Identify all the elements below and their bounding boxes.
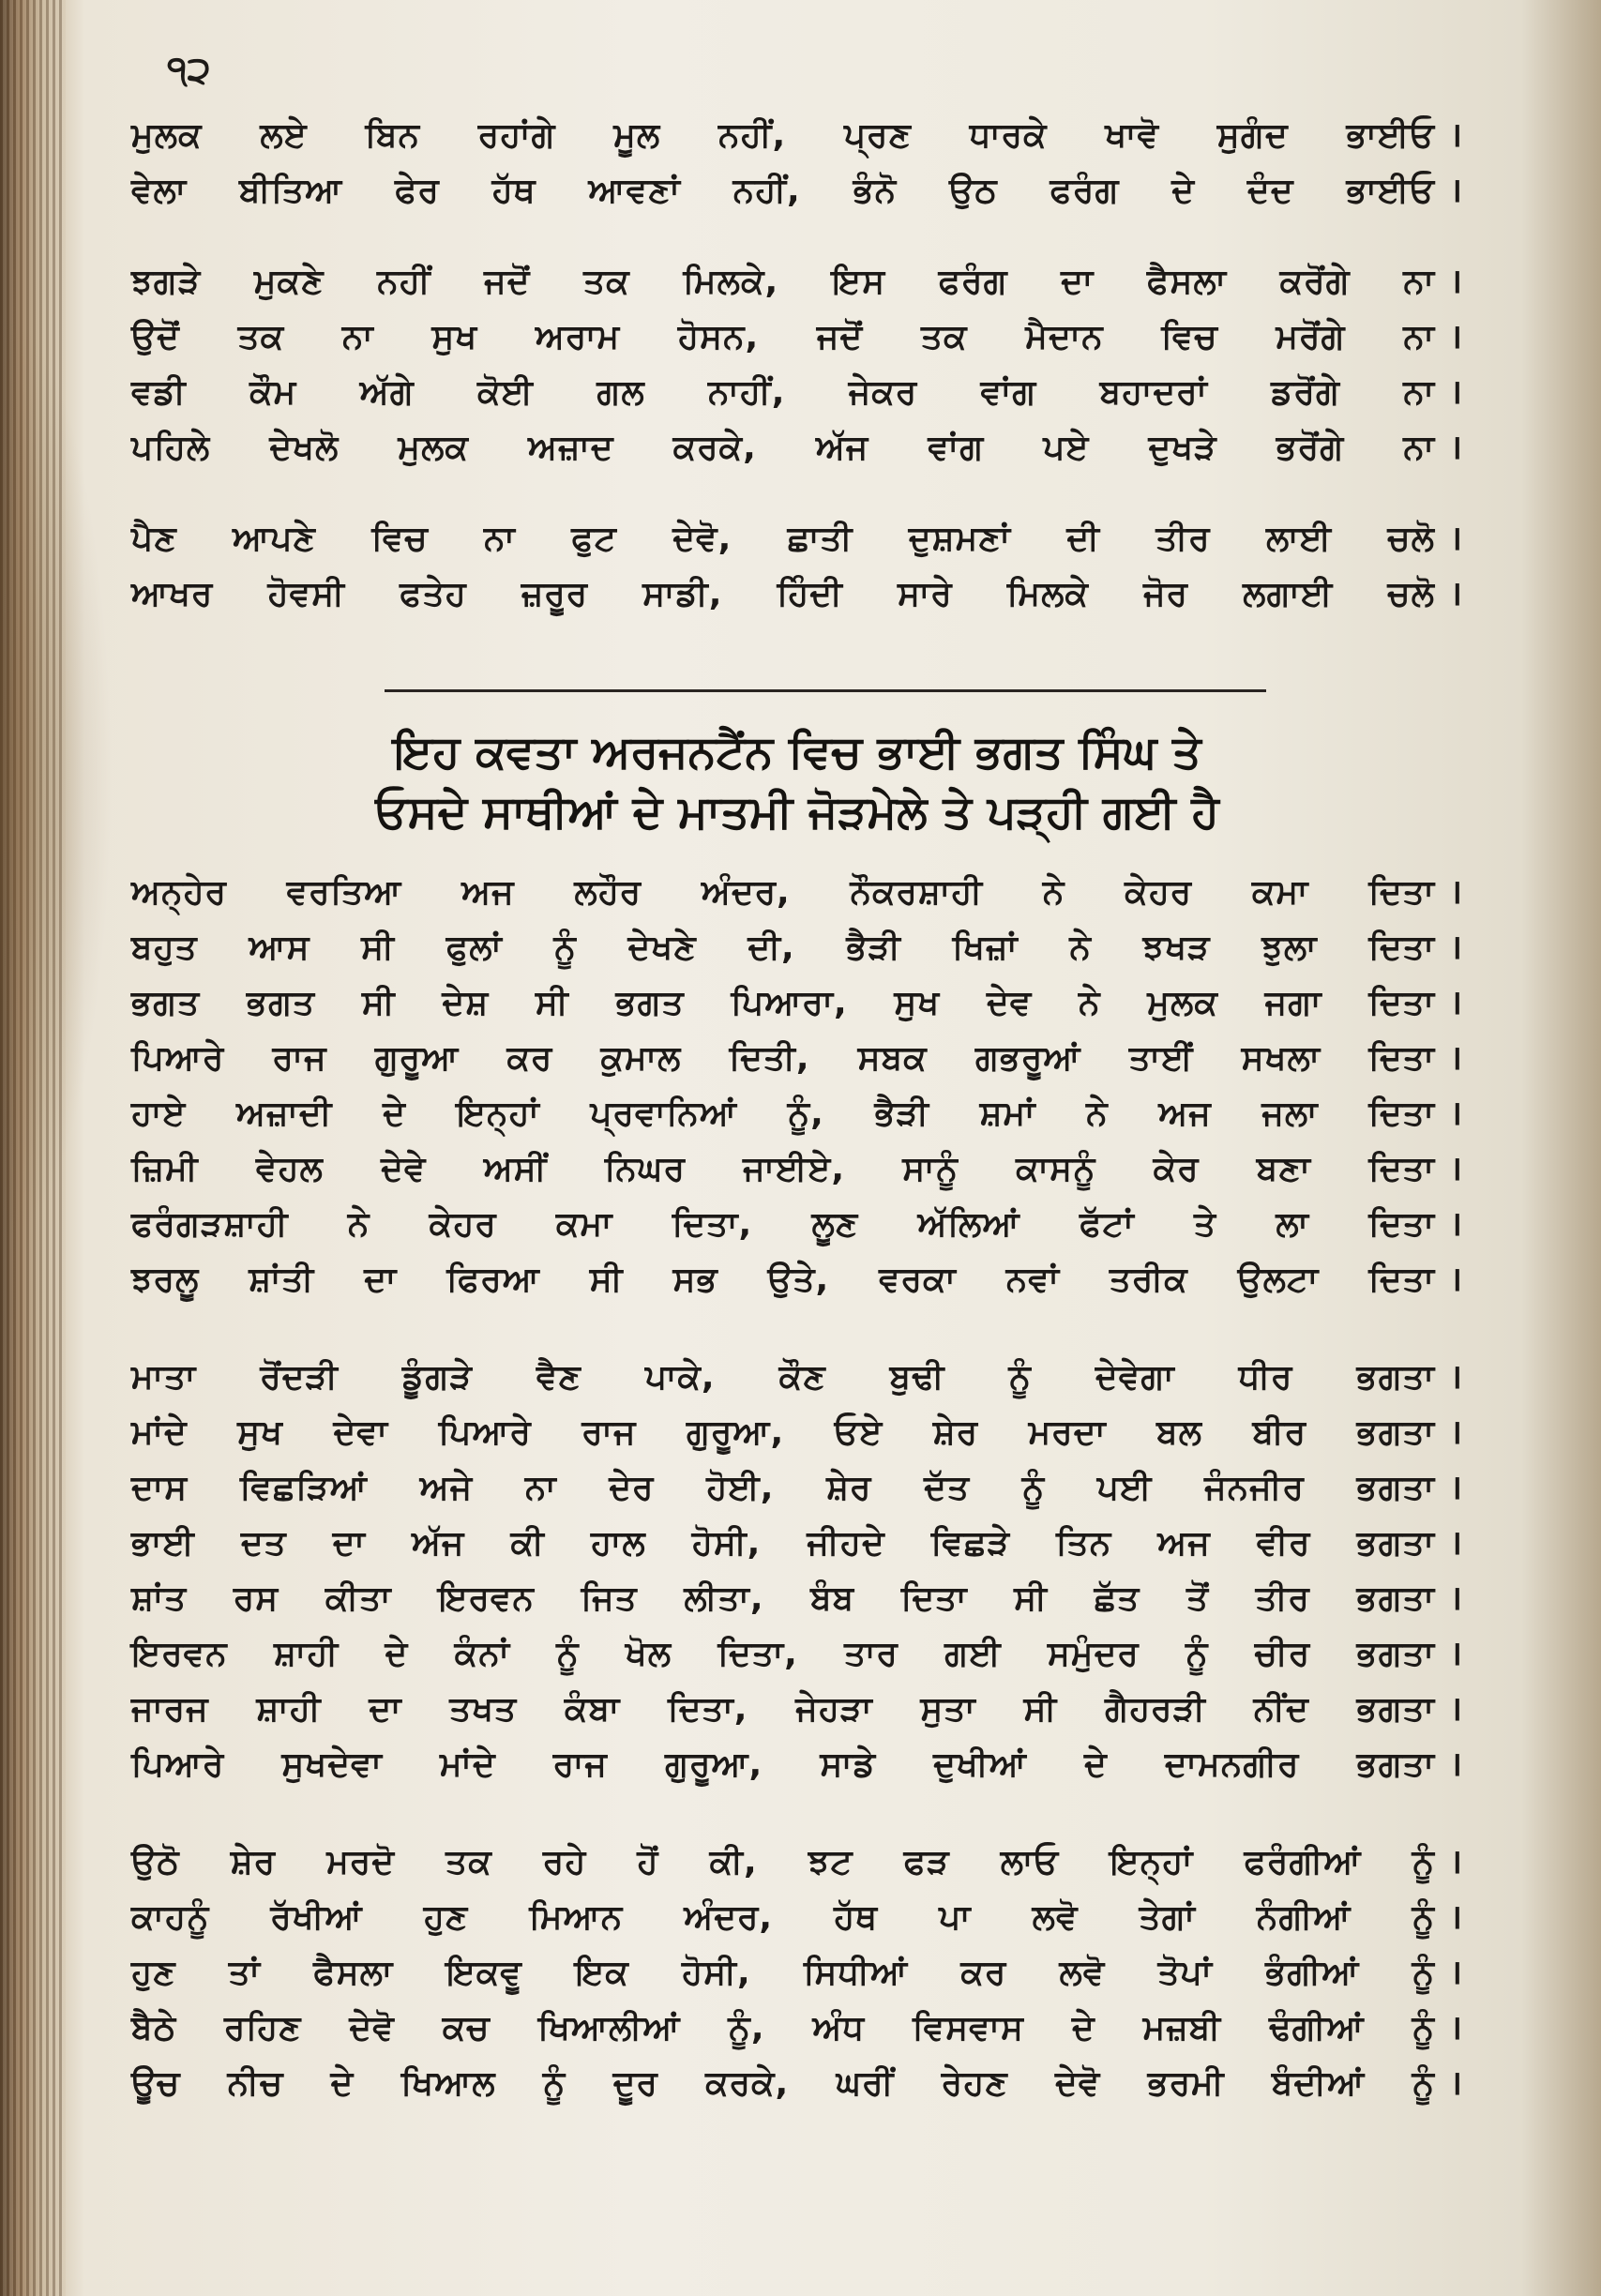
poem-line-text: ਵੇਲਾ ਬੀਤਿਆ ਫੇਰ ਹੱਥ ਆਵਣਾਂ ਨਹੀਂ, ਭੰਨੋ ਉਠ ਫਰੰਗ ਦੇ ਦੰਦ ਭਾਈਓ — [131, 172, 1435, 210]
line-end-mark: । — [1449, 1843, 1463, 1881]
line-end-mark: । — [1449, 373, 1463, 412]
poem-line — [131, 368, 1463, 423]
poem-line — [131, 1200, 1463, 1255]
line-end-mark: । — [1449, 1469, 1463, 1507]
line-end-mark: । — [1449, 873, 1463, 912]
poem-heading — [188, 722, 1407, 842]
poem-line-text: ਪਿਆਰੇ ਰਾਜ ਗੁਰੂਆ ਕਰ ਕੁਮਾਲ ਦਿਤੀ, ਸਬਕ ਗਭਰੂਆਂ ਤਾਈਂ ਸਖਲਾ ਦਿਤਾ — [131, 1039, 1435, 1078]
line-end-mark: । — [1449, 1261, 1463, 1299]
poem-line — [131, 2059, 1463, 2114]
poem-line-text: ਮੁਲਕ ਲਏ ਬਿਨ ਰਹਾਂਗੇ ਮੂਲ ਨਹੀਂ, ਪ੍ਰਣ ਧਾਰਕੇ ਖਾਵੋ ਸੁਗੰਦ ਭਾਈਓ — [131, 116, 1435, 155]
poem-line-text: ਝਰਲੂ ਸ਼ਾਂਤੀ ਦਾ ਫਿਰਆ ਸੀ ਸਭ ਉਤੇ, ਵਰਕਾ ਨਵਾਂ ਤਰੀਕ ਉਲਟਾ ਦਿਤਾ — [131, 1261, 1435, 1299]
poem-bottom — [131, 868, 1463, 2114]
line-end-mark: । — [1449, 1413, 1463, 1452]
poem-line-text: ਮਾਂਦੇ ਸੁਖ ਦੇਵਾ ਪਿਆਰੇ ਰਾਜ ਗੁਰੂਆ, ਓਏ ਸ਼ੇਰ ਮਰਦਾ ਬਲ ਬੀਰ ਭਗਤਾ — [131, 1413, 1435, 1452]
poem-line — [131, 166, 1463, 221]
line-end-mark: । — [1449, 1579, 1463, 1618]
poem-line — [131, 1518, 1463, 1574]
line-end-mark: । — [1449, 1358, 1463, 1397]
poem-line-text: ਸ਼ਾਂਤ ਰਸ ਕੀਤਾ ਇਰਵਨ ਜਿਤ ਲੀਤਾ, ਬੰਬ ਦਿਤਾ ਸੀ ਛੱਤ ਤੋਂ ਤੀਰ ਭਗਤਾ — [131, 1579, 1435, 1618]
stanza — [131, 514, 1463, 625]
line-end-mark: । — [1449, 2009, 1463, 2047]
poem-line — [131, 111, 1463, 166]
heading-line-1: ਇਹ ਕਵਤਾ ਅਰਜਨਟੈਂਨ ਵਿਚ ਭਾਈ ਭਗਤ ਸਿੰਘ ਤੇ — [393, 726, 1201, 778]
poem-line-text: ਝਗੜੇ ਮੁਕਣੇ ਨਹੀਂ ਜਦੋਂ ਤਕ ਮਿਲਕੇ, ਇਸ ਫਰੰਗ ਦਾ ਫੈਸਲਾ ਕਰੋਂਗੇ ਨਾ — [131, 263, 1435, 301]
poem-line-text: ਭਾਈ ਦਤ ਦਾ ਅੱਜ ਕੀ ਹਾਲ ਹੋਸੀ, ਜੀਹਦੇ ਵਿਛੜੇ ਤਿਨ ਅਜ ਵੀਰ ਭਗਤਾ — [131, 1524, 1435, 1563]
poem-line — [131, 1144, 1463, 1200]
stanza — [131, 257, 1463, 478]
line-end-mark: । — [1449, 2064, 1463, 2103]
poem-line-text: ਮਾਤਾ ਰੋਂਦੜੀ ਡੂੰਗੜੇ ਵੈਣ ਪਾਕੇ, ਕੌਣ ਬੁਢੀ ਨੂੰ ਦੇਵੇਗਾ ਧੀਰ ਭਗਤਾ — [131, 1358, 1435, 1397]
line-end-mark: । — [1449, 929, 1463, 967]
poem-line — [131, 1034, 1463, 1089]
poem-line — [131, 1574, 1463, 1629]
poem-line — [131, 1740, 1463, 1795]
poem-line-text: ਵਡੀ ਕੌਮ ਅੱਗੇ ਕੋਈ ਗਲ ਨਾਹੀਂ, ਜੇਕਰ ਵਾਂਗ ਬਹਾਦਰਾਂ ਡਰੋਂਗੇ ਨਾ — [131, 373, 1435, 412]
line-end-mark: । — [1449, 1095, 1463, 1133]
line-end-mark: । — [1449, 1205, 1463, 1244]
line-end-mark: । — [1449, 1690, 1463, 1729]
poem-line-text: ਭਗਤ ਭਗਤ ਸੀ ਦੇਸ਼ ਸੀ ਭਗਤ ਪਿਆਰਾ, ਸੁਖ ਦੇਵ ਨੇ ਮੁਲਕ ਜਗਾ ਦਿਤਾ — [131, 984, 1435, 1022]
poem-line-text: ਊਚ ਨੀਚ ਦੇ ਖਿਆਲ ਨੂੰ ਦੂਰ ਕਰਕੇ, ਘਰੀਂ ਰੇਹਣ ਦੇਵੋ ਭਰਮੀ ਬੰਦੀਆਂ ਨੂੰ — [131, 2064, 1435, 2103]
poem-line — [131, 1408, 1463, 1463]
poem-line-text: ਪੈਣ ਆਪਣੇ ਵਿਚ ਨਾ ਫੁਟ ਦੇਵੋ, ਛਾਤੀ ਦੁਸ਼ਮਣਾਂ ਦੀ ਤੀਰ ਲਾਈ ਚਲੋ — [131, 520, 1435, 558]
line-end-mark: । — [1449, 318, 1463, 356]
poem-line — [131, 1893, 1463, 1948]
poem-line-text: ਆਖਰ ਹੋਵਸੀ ਫਤੇਹ ਜ਼ਰੂਰ ਸਾਡੀ, ਹਿੰਦੀ ਸਾਰੇ ਮਿਲਕੇ ਜੋਰ ਲਗਾਈ ਚਲੋ — [131, 575, 1435, 613]
poem-line — [131, 1684, 1463, 1740]
poem-line-text: ਕਾਹਨੂੰ ਰੱਖੀਆਂ ਹੁਣ ਮਿਆਨ ਅੰਦਰ, ਹੱਥ ਪਾ ਲਵੋ ਤੇਗਾਂ ਨੰਗੀਆਂ ਨੂੰ — [131, 1898, 1435, 1937]
poem-line — [131, 1837, 1463, 1893]
poem-line-text: ਬੈਠੇ ਰਹਿਣ ਦੇਵੋ ਕਚ ਖਿਆਲੀਆਂ ਨੂੰ, ਅੰਧ ਵਿਸਵਾਸ ਦੇ ਮਜ਼ਬੀ ਢੰਗੀਆਂ ਨੂੰ — [131, 2009, 1435, 2047]
poem-line-text: ਦਾਸ ਵਿਛੜਿਆਂ ਅਜੇ ਨਾ ਦੇਰ ਹੋਈ, ਸ਼ੇਰ ਦੱਤ ਨੂੰ ਪਈ ਜੰਨਜੀਰ ਭਗਤਾ — [131, 1469, 1435, 1507]
section-divider — [385, 689, 1266, 692]
line-end-mark: । — [1449, 1150, 1463, 1188]
poem-line — [131, 514, 1463, 569]
poem-line-text: ਅਨ੍ਹੇਰ ਵਰਤਿਆ ਅਜ ਲਹੌਰ ਅੰਦਰ, ਨੌਕਰਸ਼ਾਹੀ ਨੇ ਕੇਹਰ ਕਮਾ ਦਿਤਾ — [131, 873, 1435, 912]
line-end-mark: । — [1449, 172, 1463, 210]
poem-line — [131, 569, 1463, 625]
line-end-mark: । — [1449, 520, 1463, 558]
poem-line-text: ਪਿਆਰੇ ਸੁਖਦੇਵਾ ਮਾਂਦੇ ਰਾਜ ਗੁਰੂਆ, ਸਾਡੇ ਦੁਖੀਆਂ ਦੇ ਦਾਮਨਗੀਰ ਭਗਤਾ — [131, 1745, 1436, 1784]
poem-line — [131, 923, 1463, 978]
poem-line — [131, 423, 1463, 478]
poem-line — [131, 1352, 1463, 1408]
line-end-mark: । — [1449, 263, 1463, 301]
line-end-mark: । — [1449, 1898, 1463, 1937]
poem-line-text: ਪਹਿਲੇ ਦੇਖਲੋ ਮੁਲਕ ਅਜ਼ਾਦ ਕਰਕੇ, ਅੱਜ ਵਾਂਗ ਪਏ ਦੁਖੜੇ ਭਰੋਂਗੇ ਨਾ — [131, 429, 1435, 467]
poem-line-text: ਫਰੰਗੜਸ਼ਾਹੀ ਨੇ ਕੇਹਰ ਕਮਾ ਦਿਤਾ, ਲੂਣ ਅੱਲਿਆਂ ਫੱਟਾਂ ਤੇ ਲਾ ਦਿਤਾ — [131, 1205, 1435, 1244]
poem-line — [131, 257, 1463, 312]
poem-top — [131, 111, 1463, 625]
poem-line-text: ਜਾਰਜ ਸ਼ਾਹੀ ਦਾ ਤਖਤ ਕੰਬਾ ਦਿਤਾ, ਜੇਹੜਾ ਸੁਤਾ ਸੀ ਗੈਹਰੜੀ ਨੀਂਦ ਭਗਤਾ — [131, 1690, 1435, 1729]
line-end-mark: । — [1449, 116, 1463, 155]
poem-line — [131, 2003, 1463, 2059]
poem-line — [131, 1255, 1463, 1310]
poem-line — [131, 1948, 1463, 2003]
poem-line-text: ਇਰਵਨ ਸ਼ਾਹੀ ਦੇ ਕੰਨਾਂ ਨੂੰ ਖੋਲ ਦਿਤਾ, ਤਾਰ ਗਈ ਸਮੁੰਦਰ ਨੂੰ ਚੀਰ ਭਗਤਾ — [131, 1635, 1435, 1673]
poem-line-text: ਹੁਣ ਤਾਂ ਫੈਸਲਾ ਇਕਵੂ ਇਕ ਹੋਸੀ, ਸਿਧੀਆਂ ਕਰ ਲਵੋ ਤੋਪਾਂ ਭੰਗੀਆਂ ਨੂੰ — [131, 1954, 1435, 1992]
line-end-mark: । — [1449, 575, 1463, 613]
poem-line-text: ਹਾਏ ਅਜ਼ਾਦੀ ਦੇ ਇਨ੍ਹਾਂ ਪ੍ਰਵਾਨਿਆਂ ਨੂੰ, ਭੈੜੀ ਸ਼ਮਾਂ ਨੇ ਅਜ ਜਲਾ ਦਿਤਾ — [131, 1095, 1435, 1133]
poem-line-text: ਬਹੁਤ ਆਸ ਸੀ ਫੁਲਾਂ ਨੂੰ ਦੇਖਣੇ ਦੀ, ਭੈੜੀ ਖਿਜ਼ਾਂ ਨੇ ਝਖੜ ਝੁਲਾ ਦਿਤਾ — [131, 929, 1435, 967]
poem-line — [131, 1463, 1463, 1518]
poem-line — [131, 978, 1463, 1034]
line-end-mark: । — [1449, 1524, 1463, 1563]
poem-line — [131, 1089, 1463, 1144]
poem-line-text: ਜ਼ਿਮੀ ਵੇਹਲ ਦੇਵੇ ਅਸੀਂ ਨਿਘਰ ਜਾਈਏ, ਸਾਨੂੰ ਕਾਸਨੂੰ ਕੇਰ ਬਣਾ ਦਿਤਾ — [131, 1150, 1435, 1188]
poem-line — [131, 868, 1463, 923]
line-end-mark: । — [1449, 1745, 1463, 1784]
poem-line — [131, 312, 1463, 368]
poem-line-text: ਉਦੋਂ ਤਕ ਨਾ ਸੁਖ ਅਰਾਮ ਹੋਸਨ, ਜਦੋਂ ਤਕ ਮੈਦਾਨ ਵਿਚ ਮਰੋਂਗੇ ਨਾ — [131, 318, 1435, 356]
stanza — [131, 868, 1463, 1310]
line-end-mark: । — [1449, 984, 1463, 1022]
line-end-mark: । — [1449, 1635, 1463, 1673]
line-end-mark: । — [1449, 1039, 1463, 1078]
page-stain — [0, 310, 113, 1247]
poem-line — [131, 1629, 1463, 1684]
line-end-mark: । — [1449, 1954, 1463, 1992]
stanza — [131, 111, 1463, 221]
stanza — [131, 1837, 1463, 2114]
page-number: ੧੨ — [167, 49, 211, 92]
line-end-mark: । — [1449, 429, 1463, 467]
heading-line-2: ਓਸਦੇ ਸਾਥੀਆਂ ਦੇ ਮਾਤਮੀ ਜੋੜਮੇਲੇ ਤੇ ਪੜ੍ਹੀ ਗਈ ਹੈ — [375, 786, 1219, 838]
stanza — [131, 1352, 1463, 1795]
poem-line-text: ਉਠੋ ਸ਼ੇਰ ਮਰਦੋ ਤਕ ਰਹੇ ਹੋਂ ਕੀ, ਝਟ ਫੜ ਲਾਓ ਇਨ੍ਹਾਂ ਫਰੰਗੀਆਂ ਨੂੰ — [131, 1843, 1435, 1881]
